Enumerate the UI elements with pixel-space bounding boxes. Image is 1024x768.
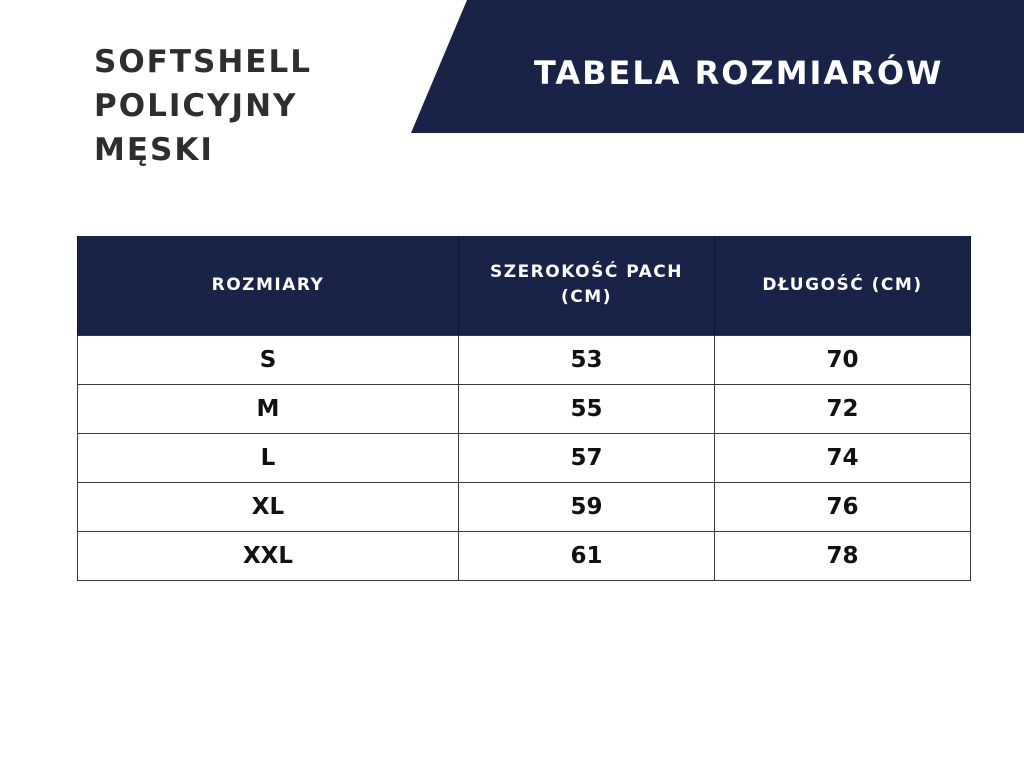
product-title-line-3: MĘSKI xyxy=(94,132,214,168)
size-cell: XXL xyxy=(78,531,459,580)
length-cell: 78 xyxy=(715,531,971,580)
table-row xyxy=(78,384,971,433)
banner-title: TABELA ROZMIARÓW xyxy=(534,54,944,92)
length-cell: 74 xyxy=(715,433,971,482)
length-cell: 76 xyxy=(715,482,971,531)
product-title-line-1: SOFTSHELL xyxy=(94,44,312,80)
header-sizes: ROZMIARY xyxy=(78,236,459,335)
size-cell: L xyxy=(78,433,459,482)
table-row xyxy=(78,335,971,384)
table-row xyxy=(78,433,971,482)
table-header-row xyxy=(78,236,971,335)
chest-width-cell: 59 xyxy=(459,482,715,531)
chest-width-cell: 53 xyxy=(459,335,715,384)
product-title-line-2: POLICYJNY xyxy=(94,88,298,124)
chest-width-cell: 61 xyxy=(459,531,715,580)
chest-width-cell: 57 xyxy=(459,433,715,482)
table-row xyxy=(78,482,971,531)
header-length: DŁUGOŚĆ (CM) xyxy=(715,236,971,335)
size-cell: M xyxy=(78,384,459,433)
size-cell: S xyxy=(78,335,459,384)
size-cell: XL xyxy=(78,482,459,531)
table-row xyxy=(78,531,971,580)
length-cell: 72 xyxy=(715,384,971,433)
product-title xyxy=(94,40,414,172)
size-chart-table xyxy=(77,236,971,581)
header-chest-width: SZEROKOŚĆ PACH (CM) xyxy=(459,236,715,335)
chest-width-cell: 55 xyxy=(459,384,715,433)
length-cell: 70 xyxy=(715,335,971,384)
